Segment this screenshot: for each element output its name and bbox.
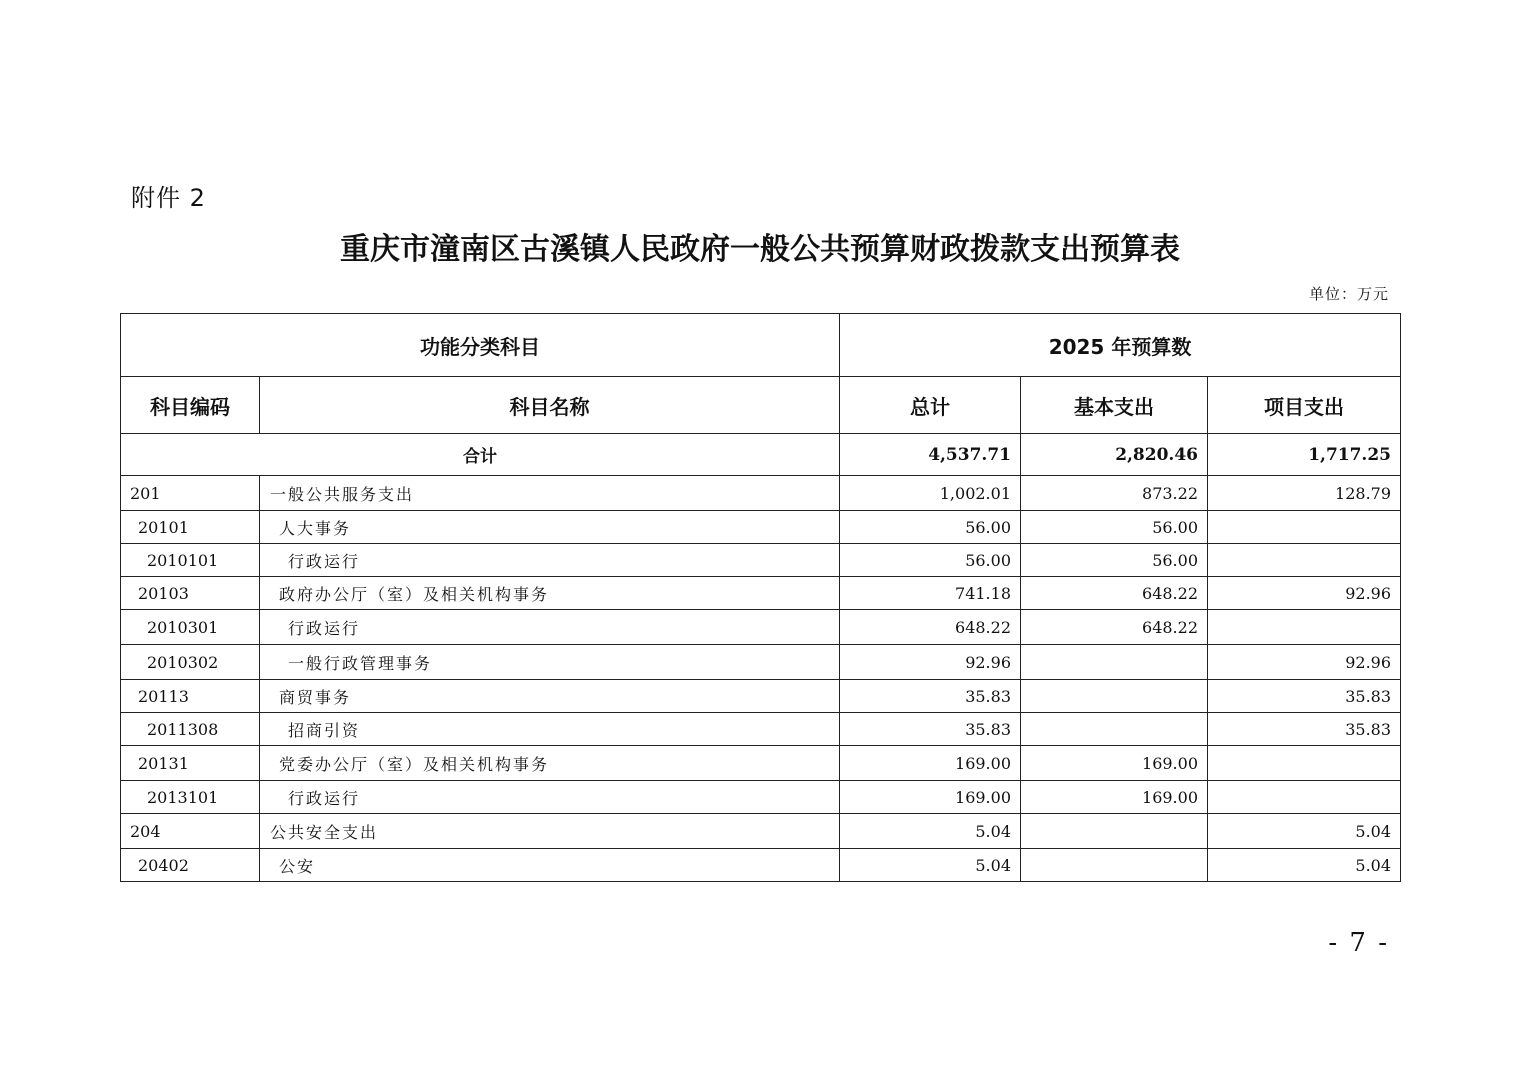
total-row: [121, 434, 1401, 476]
row-name: 公共安全支出: [260, 814, 840, 849]
row-project: 35.83: [1208, 680, 1401, 713]
row-project: [1208, 781, 1401, 814]
row-total: 169.00: [840, 746, 1021, 781]
row-total: 56.00: [840, 511, 1021, 544]
table-row: [121, 511, 1401, 544]
header-budget-year: 2025 年预算数: [840, 314, 1401, 377]
row-total: 169.00: [840, 781, 1021, 814]
header-basic: 基本支出: [1021, 377, 1208, 434]
row-code: 20113: [121, 680, 260, 713]
row-code: 20103: [121, 577, 260, 610]
row-name: 公安: [260, 849, 840, 882]
row-project: [1208, 746, 1401, 781]
page-title: 重庆市潼南区古溪镇人民政府一般公共预算财政拨款支出预算表: [340, 232, 1180, 267]
row-basic: 648.22: [1021, 610, 1208, 645]
row-project: 5.04: [1208, 849, 1401, 882]
table-row: [121, 610, 1401, 645]
row-basic: [1021, 849, 1208, 882]
row-name: 党委办公厅（室）及相关机构事务: [260, 746, 840, 781]
row-code: 2010302: [121, 645, 260, 680]
table-row: [121, 577, 1401, 610]
budget-table: [120, 313, 1401, 882]
row-name: 政府办公厅（室）及相关机构事务: [260, 577, 840, 610]
table-row: [121, 645, 1401, 680]
table-row: [121, 680, 1401, 713]
row-basic: 873.22: [1021, 476, 1208, 511]
row-code: 20402: [121, 849, 260, 882]
header-name: 科目名称: [260, 377, 840, 434]
row-basic: 56.00: [1021, 544, 1208, 577]
table-row: [121, 849, 1401, 882]
row-name: 人大事务: [260, 511, 840, 544]
row-basic: 56.00: [1021, 511, 1208, 544]
row-code: 204: [121, 814, 260, 849]
row-basic: [1021, 713, 1208, 746]
row-project: [1208, 544, 1401, 577]
row-total: 92.96: [840, 645, 1021, 680]
header-code: 科目编码: [121, 377, 260, 434]
header-functional-classification: 功能分类科目: [121, 314, 840, 377]
header-total: 总计: [840, 377, 1021, 434]
table-row: [121, 781, 1401, 814]
row-code: 2011308: [121, 713, 260, 746]
row-basic: [1021, 814, 1208, 849]
row-total: 648.22: [840, 610, 1021, 645]
row-name: 商贸事务: [260, 680, 840, 713]
row-name: 行政运行: [260, 781, 840, 814]
attachment-label: 附件 2: [131, 184, 206, 212]
group-header-row: [121, 314, 1401, 377]
row-name: 行政运行: [260, 610, 840, 645]
row-total: 1,002.01: [840, 476, 1021, 511]
table-row: [121, 713, 1401, 746]
row-code: 2013101: [121, 781, 260, 814]
row-basic: [1021, 645, 1208, 680]
table-row: [121, 814, 1401, 849]
row-project: 35.83: [1208, 713, 1401, 746]
row-project: 92.96: [1208, 577, 1401, 610]
row-total: 5.04: [840, 814, 1021, 849]
row-basic: 169.00: [1021, 746, 1208, 781]
row-code: 2010101: [121, 544, 260, 577]
row-name: 一般公共服务支出: [260, 476, 840, 511]
row-name: 一般行政管理事务: [260, 645, 840, 680]
row-total: 35.83: [840, 713, 1021, 746]
row-total: 35.83: [840, 680, 1021, 713]
row-project: 128.79: [1208, 476, 1401, 511]
row-code: 20101: [121, 511, 260, 544]
row-total: 5.04: [840, 849, 1021, 882]
table-row: [121, 476, 1401, 511]
total-label: 合计: [121, 434, 840, 476]
row-name: 行政运行: [260, 544, 840, 577]
row-code: 20131: [121, 746, 260, 781]
row-basic: 648.22: [1021, 577, 1208, 610]
row-project: [1208, 511, 1401, 544]
row-project: [1208, 610, 1401, 645]
row-code: 201: [121, 476, 260, 511]
row-name: 招商引资: [260, 713, 840, 746]
row-basic: 169.00: [1021, 781, 1208, 814]
column-header-row: [121, 377, 1401, 434]
row-code: 2010301: [121, 610, 260, 645]
budget-table-container: [120, 313, 1400, 882]
table-row: [121, 544, 1401, 577]
unit-label: 单位：万元: [1308, 285, 1389, 303]
header-project: 项目支出: [1208, 377, 1401, 434]
total-basic: 2,820.46: [1021, 434, 1208, 476]
row-project: 5.04: [1208, 814, 1401, 849]
total-project: 1,717.25: [1208, 434, 1401, 476]
row-basic: [1021, 680, 1208, 713]
row-project: 92.96: [1208, 645, 1401, 680]
row-total: 56.00: [840, 544, 1021, 577]
total-sum: 4,537.71: [840, 434, 1021, 476]
page-number: - 7 -: [1328, 928, 1389, 958]
row-total: 741.18: [840, 577, 1021, 610]
table-row: [121, 746, 1401, 781]
